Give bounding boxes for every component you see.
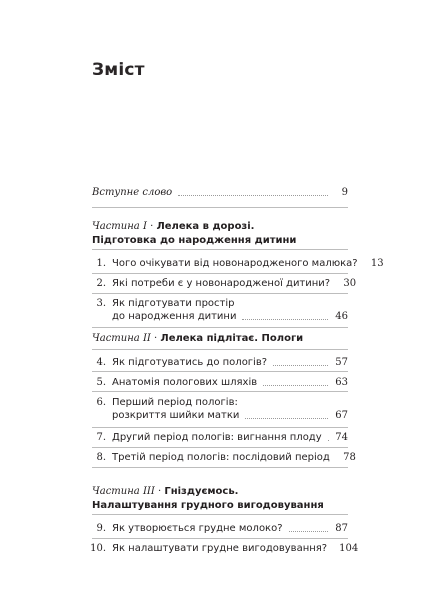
toc-entry [92,297,348,323]
entry-title: Перший період пологів: [112,397,238,408]
entry-page: 74 [335,432,348,443]
toc-intro-label: Вступне слово [92,187,173,198]
part-title-line1: Гніздуємось. [164,486,239,497]
part-title-line2: Налаштування грудного вигодовування [92,500,324,511]
toc-entry [92,277,357,290]
part-title-line1: Лелека підлітає. Пологи [160,333,304,344]
entry-number: 4. [96,357,106,368]
toc-entry [92,376,348,389]
divider [92,538,348,539]
entry-title: Як налаштувати грудне вигодовування? [112,543,328,554]
divider [92,349,348,350]
entry-title-cont: розкриття шийки матки [112,410,240,421]
entry-title: Як підготуватись до пологів? [112,357,268,368]
toc-entry [90,542,359,555]
entry-page: 78 [343,452,356,463]
entry-page: 46 [335,311,348,322]
entry-title: Які потреби є у новонародженої дитини? [112,278,331,289]
part-label: Частина III · [92,486,162,497]
divider [92,327,348,328]
toc-intro [92,186,348,199]
part-heading-1 [92,220,348,248]
toc-entry [92,396,348,422]
entry-title: Другий період пологів: вигнання плоду [112,432,322,443]
divider [92,273,348,274]
entry-number: 10. [90,543,106,554]
entry-title: Як утворюється грудне молоко? [112,523,283,534]
dot-leader [289,531,328,532]
toc-entry [92,451,356,464]
dot-leader [245,418,328,419]
entry-title: Третій період пологів: послідовий період [112,452,330,463]
entry-number: 3. [96,298,106,309]
entry-title: Як підготувати простір [112,298,235,309]
divider [92,467,348,468]
part-heading-3 [92,485,348,513]
divider [92,427,348,428]
part-heading-2 [92,332,348,346]
divider [92,447,348,448]
entry-number: 5. [96,377,106,388]
entry-number: 2. [96,278,106,289]
part-title-line2: Підготовка до народження дитини [92,235,297,246]
entry-title: Чого очікувати від новонародженого малюка? [112,258,358,269]
entry-page: 63 [335,377,348,388]
entry-number: 1. [96,258,106,269]
entry-title-cont: до народження дитини [112,311,237,322]
entry-page: 87 [335,523,348,534]
entry-number: 9. [96,523,106,534]
toc-entry [92,257,384,270]
dot-leader [178,195,328,196]
toc-entry [92,522,348,535]
dot-leader [273,365,328,366]
toc-entry [92,356,348,369]
entry-number: 6. [96,397,106,408]
entry-page: 57 [335,357,348,368]
divider [92,514,348,515]
entry-number: 7. [96,432,106,443]
page-title: Зміст [92,60,145,80]
part-label: Частина I · [92,221,154,232]
part-title-line1: Лелека в дорозі. [156,221,255,232]
divider [92,249,348,250]
dot-leader [242,319,328,320]
entry-page: 30 [343,278,357,289]
divider [92,391,348,392]
toc-entry [92,431,348,444]
toc-intro-page: 9 [341,187,348,198]
dot-leader [263,385,328,386]
entry-page: 104 [339,543,359,554]
entry-number: 8. [96,452,106,463]
part-label: Частина II · [92,333,158,344]
entry-page: 67 [335,410,348,421]
entry-title: Анатомія пологових шляхів [112,377,258,388]
entry-page: 13 [370,258,384,269]
divider [92,371,348,372]
divider [92,207,348,208]
divider [92,293,348,294]
